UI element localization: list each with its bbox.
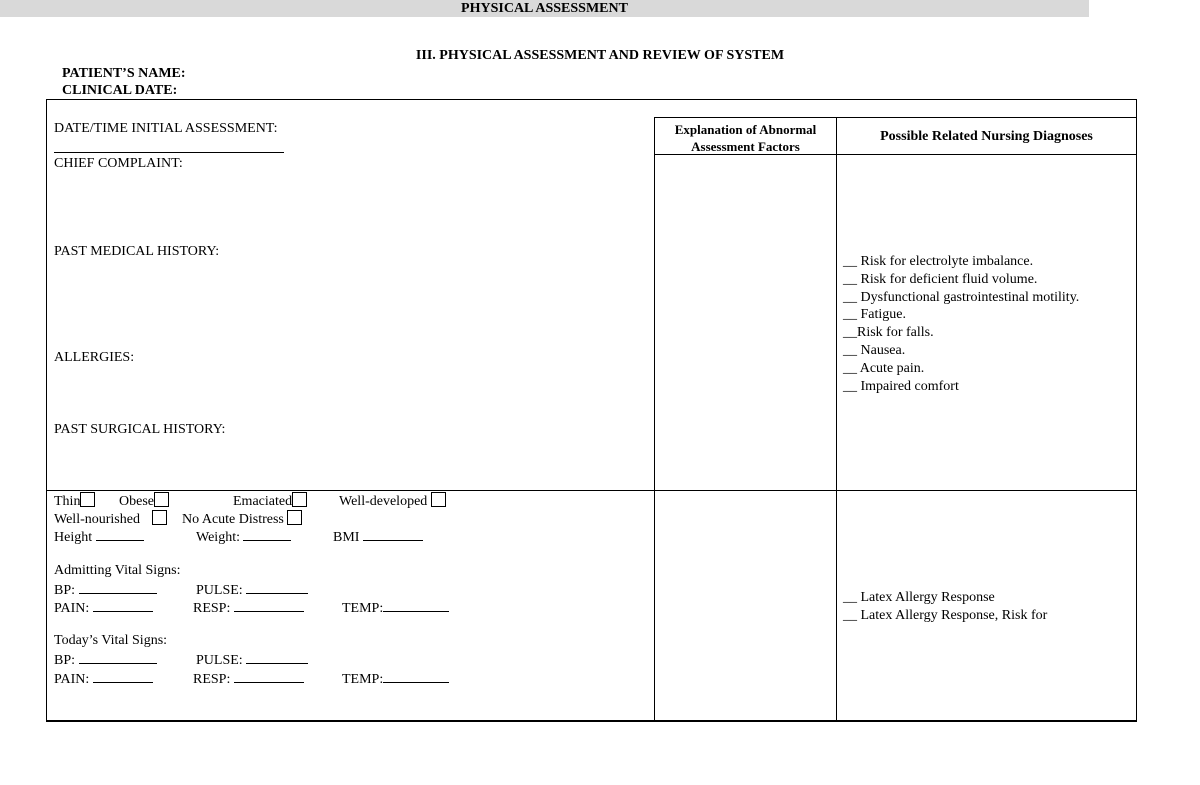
weight-label: Weight: <box>196 530 240 545</box>
bmi-label: BMI <box>333 530 360 545</box>
today-pulse-blank[interactable] <box>246 651 308 664</box>
diagnoses-list-1 <box>843 253 1079 395</box>
obese-checkbox[interactable] <box>154 492 169 507</box>
thin-option[interactable] <box>54 492 95 510</box>
table-left-border <box>46 99 47 722</box>
admit-temp-blank[interactable] <box>383 599 449 612</box>
well-developed-checkbox[interactable] <box>431 492 446 507</box>
bmi-blank[interactable] <box>363 528 423 541</box>
bmi-field[interactable] <box>333 528 423 546</box>
past-surgical-history-label: PAST SURGICAL HISTORY: <box>54 422 226 437</box>
height-label: Height <box>54 530 93 545</box>
pulse-label: PULSE: <box>196 653 243 668</box>
admit-bp-field[interactable] <box>54 581 157 599</box>
table-band-title: PHYSICAL ASSESSMENT <box>0 0 1089 17</box>
diagnosis-item: __ Fatigue. <box>843 307 906 323</box>
today-bp-field[interactable] <box>54 651 157 669</box>
height-blank[interactable] <box>96 528 144 541</box>
pain-label: PAIN: <box>54 672 90 687</box>
well-developed-option[interactable] <box>339 492 446 510</box>
thin-checkbox[interactable] <box>80 492 95 507</box>
table-bottom-border <box>46 720 1137 722</box>
admit-pain-field[interactable] <box>54 599 153 617</box>
admit-pulse-blank[interactable] <box>246 581 308 594</box>
diagnoses-list-2 <box>843 589 1047 625</box>
diagnosis-item: __ Dysfunctional gastrointestinal motility. <box>843 289 1080 305</box>
table-top-border <box>46 99 1137 100</box>
temp-label: TEMP: <box>342 672 384 687</box>
temp-label: TEMP: <box>342 601 384 616</box>
admit-bp-blank[interactable] <box>79 581 157 594</box>
today-temp-field[interactable] <box>342 670 449 688</box>
pulse-label: PULSE: <box>196 583 243 598</box>
obese-option[interactable] <box>119 492 169 510</box>
assessment-table <box>0 0 1200 17</box>
diagnosis-item: __ Latex Allergy Response, Risk for <box>843 607 1048 623</box>
diagnosis-item: __ Latex Allergy Response <box>843 590 995 605</box>
obese-label: Obese <box>119 494 154 509</box>
today-bp-blank[interactable] <box>79 651 157 664</box>
past-medical-history-label: PAST MEDICAL HISTORY: <box>54 244 220 259</box>
col-header-explanation: Explanation of Abnormal Assessment Factors <box>674 122 817 154</box>
admit-pulse-field[interactable] <box>196 581 308 599</box>
resp-label: RESP: <box>193 672 231 687</box>
no-acute-distress-checkbox[interactable] <box>287 510 302 525</box>
bp-label: BP: <box>54 583 76 598</box>
pain-label: PAIN: <box>54 601 90 616</box>
today-resp-field[interactable] <box>193 670 304 688</box>
weight-blank[interactable] <box>243 528 291 541</box>
row-divider <box>46 490 1137 491</box>
diagnosis-item: __ Risk for electrolyte imbalance. <box>843 254 1034 269</box>
height-field[interactable] <box>54 528 144 546</box>
table-right-border <box>1136 99 1137 722</box>
weight-field[interactable] <box>196 528 291 546</box>
admit-temp-field[interactable] <box>342 599 449 617</box>
todays-vitals-label: Today’s Vital Signs: <box>54 633 168 648</box>
well-nourished-label: Well-nourished <box>54 512 140 527</box>
admit-resp-field[interactable] <box>193 599 304 617</box>
clinical-date-label: CLINICAL DATE: <box>62 83 178 98</box>
admit-resp-blank[interactable] <box>234 599 304 612</box>
well-nourished-checkbox[interactable] <box>152 510 167 525</box>
diagnosis-item: __ Acute pain. <box>843 360 925 376</box>
resp-label: RESP: <box>193 601 231 616</box>
emaciated-label: Emaciated <box>233 494 293 509</box>
thin-label: Thin <box>54 494 81 509</box>
no-acute-distress-label: No Acute Distress <box>182 512 284 527</box>
diagnosis-item: __ Risk for deficient fluid volume. <box>843 271 1038 287</box>
well-nourished-option[interactable] <box>54 510 167 528</box>
chief-complaint-label: CHIEF COMPLAINT: <box>54 156 183 171</box>
band-divider <box>654 117 1136 118</box>
admitting-vitals-label: Admitting Vital Signs: <box>54 563 181 578</box>
patient-name-label: PATIENT’S NAME: <box>62 66 186 81</box>
today-resp-blank[interactable] <box>234 670 304 683</box>
today-temp-blank[interactable] <box>383 670 449 683</box>
diagnosis-item: __ Nausea. <box>843 342 906 358</box>
col-header-diagnoses: Possible Related Nursing Diagnoses <box>880 129 1093 144</box>
diagnosis-item: __ Impaired comfort <box>843 378 959 394</box>
admit-pain-blank[interactable] <box>93 599 153 612</box>
today-pulse-field[interactable] <box>196 651 308 669</box>
column-divider-1 <box>654 117 655 721</box>
well-developed-label: Well-developed <box>339 494 428 509</box>
allergies-label: ALLERGIES: <box>54 350 135 365</box>
no-acute-distress-option[interactable] <box>182 510 302 528</box>
diagnosis-item: __Risk for falls. <box>843 325 934 341</box>
initial-assessment-label: DATE/TIME INITIAL ASSESSMENT: <box>54 121 278 136</box>
today-pain-blank[interactable] <box>93 670 153 683</box>
emaciated-option[interactable] <box>233 492 307 510</box>
document-title: III. PHYSICAL ASSESSMENT AND REVIEW OF SYSTEM <box>415 48 785 63</box>
emaciated-checkbox[interactable] <box>292 492 307 507</box>
today-pain-field[interactable] <box>54 670 153 688</box>
column-divider-2 <box>836 117 837 721</box>
initial-assessment-blank[interactable] <box>54 152 284 153</box>
bp-label: BP: <box>54 653 76 668</box>
